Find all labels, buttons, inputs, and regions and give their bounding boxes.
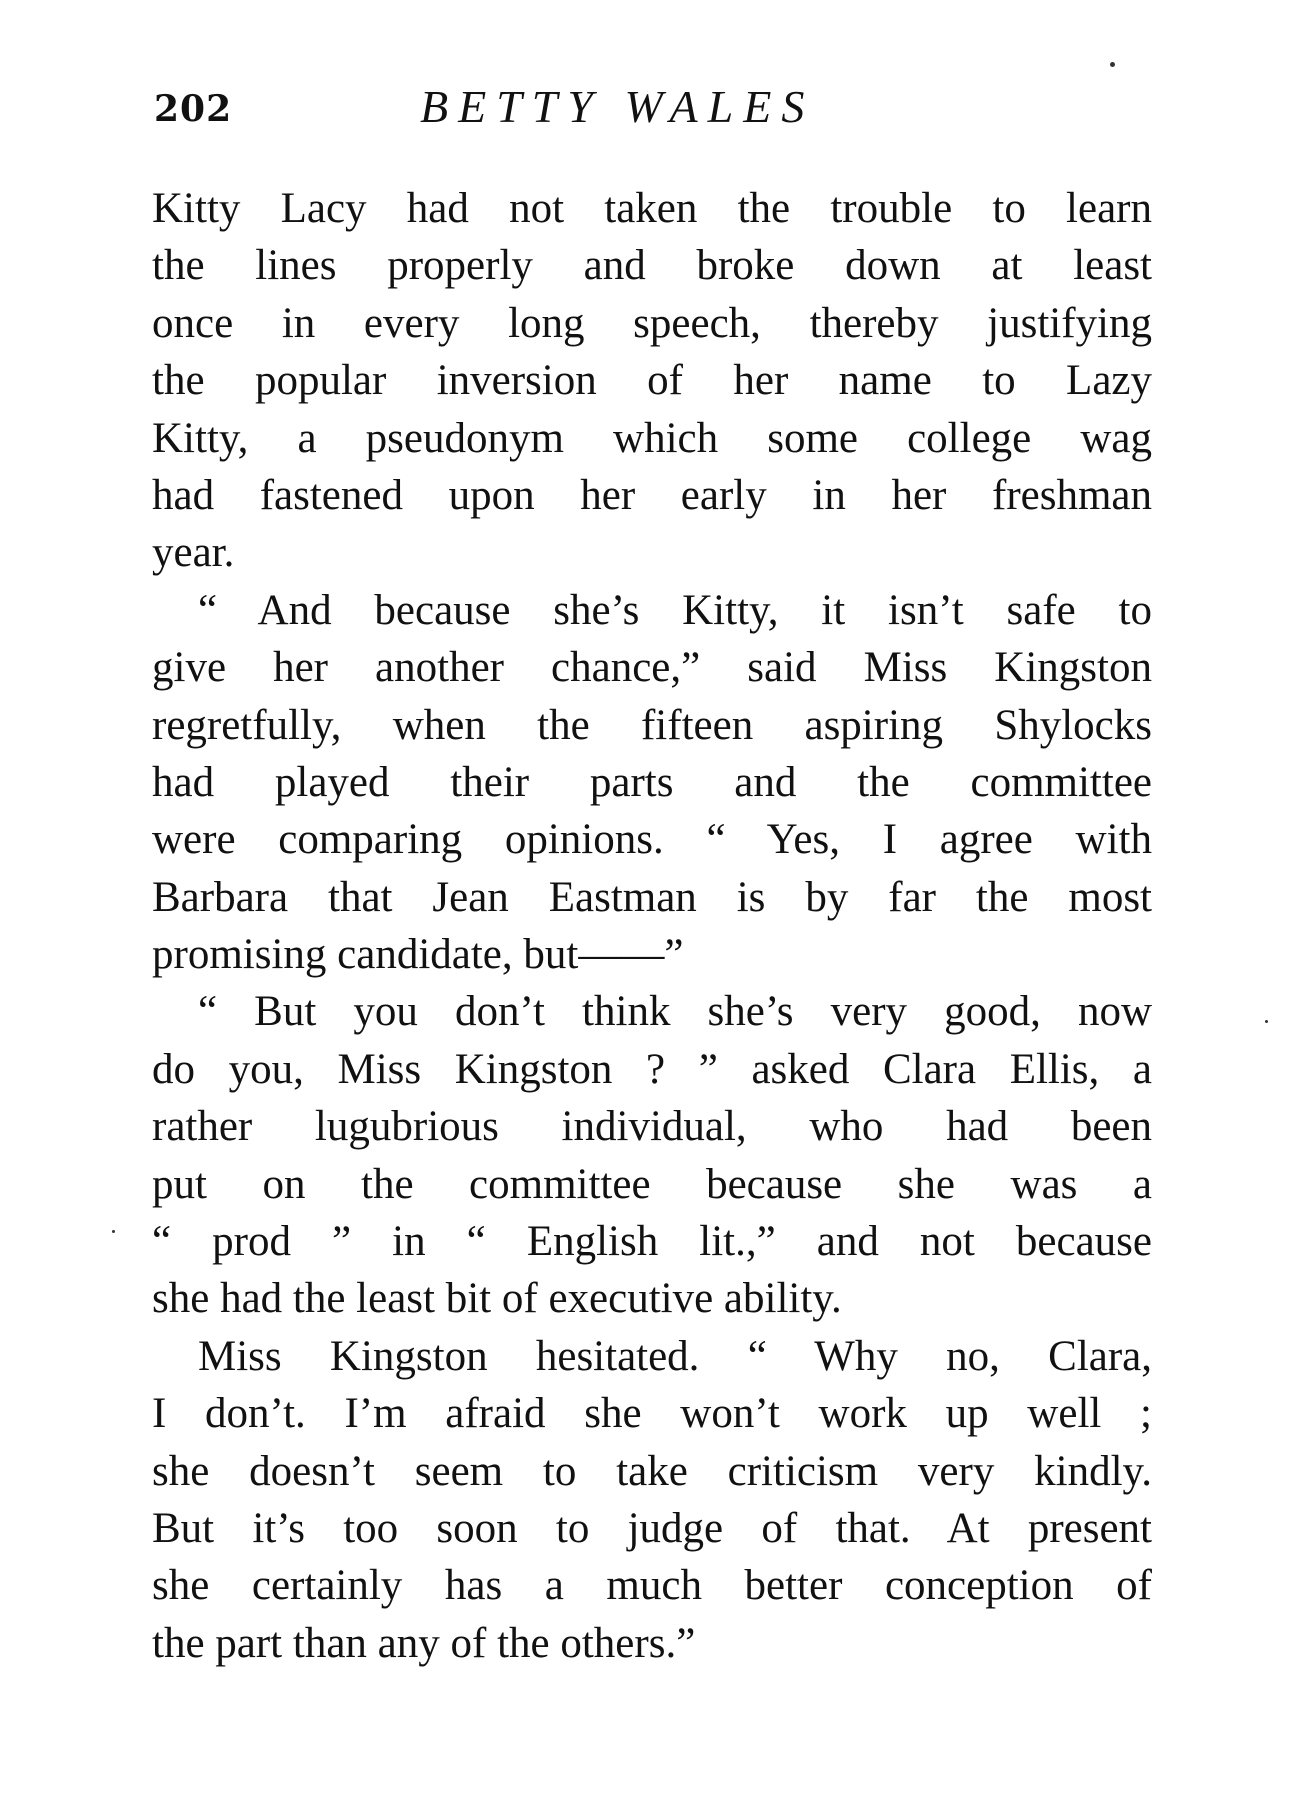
- scan-speck: [1110, 62, 1115, 67]
- running-head: [150, 80, 1155, 140]
- page-number: 202: [154, 88, 233, 130]
- text-line: I don’t. I’m afraid she won’t work up well ;: [152, 1390, 1152, 1438]
- text-line: But it’s too soon to judge of that. At present: [152, 1504, 1152, 1552]
- text-line: she doesn’t seem to take criticism very kindly.: [152, 1447, 1152, 1495]
- text-line: once in every long speech, thereby justifying: [152, 299, 1152, 347]
- scan-speck: [112, 1230, 115, 1233]
- text-line: “ And because she’s Kitty, it isn’t safe to: [198, 586, 1152, 634]
- text-line: Kitty, a pseudonym which some college wag: [152, 414, 1152, 462]
- text-line: had played their parts and the committee: [152, 758, 1152, 806]
- text-line: rather lugubrious individual, who had been: [152, 1103, 1152, 1151]
- text-line: year.: [152, 529, 235, 577]
- paragraph: [152, 582, 1152, 984]
- text-line: give her another chance,” said Miss Kingston: [152, 644, 1152, 692]
- text-line: the popular inversion of her name to Lazy: [152, 357, 1152, 405]
- scan-speck: [1265, 1020, 1268, 1023]
- text-line: the part than any of the others.”: [152, 1619, 696, 1667]
- book-title: BETTY WALES: [420, 81, 815, 132]
- paragraph: [152, 983, 1152, 1327]
- text-line: were comparing opinions. “ Yes, I agree with: [152, 816, 1152, 864]
- text-line: do you, Miss Kingston ? ” asked Clara Ellis, a: [152, 1045, 1152, 1093]
- text-line: had fastened upon her early in her freshman: [152, 471, 1152, 519]
- text-line: she had the least bit of executive ability.: [152, 1275, 842, 1323]
- text-line: promising candidate, but——”: [152, 931, 684, 979]
- text-line: “ But you don’t think she’s very good, now: [198, 988, 1152, 1036]
- body-text: [152, 180, 1152, 1672]
- text-line: Kitty Lacy had not taken the trouble to learn: [152, 185, 1152, 232]
- text-line: “ prod ” in “ English lit.,” and not because: [152, 1218, 1152, 1266]
- text-line: put on the committee because she was a: [152, 1160, 1152, 1208]
- paragraph: [152, 1328, 1152, 1672]
- text-line: she certainly has a much better conception of: [152, 1562, 1152, 1610]
- text-line: the lines properly and broke down at least: [152, 242, 1152, 290]
- paragraph: [152, 180, 1152, 582]
- text-line: regretfully, when the fifteen aspiring Shylocks: [152, 701, 1152, 749]
- text-line: Miss Kingston hesitated. “ Why no, Clara,: [198, 1332, 1152, 1380]
- text-line: Barbara that Jean Eastman is by far the most: [152, 873, 1152, 921]
